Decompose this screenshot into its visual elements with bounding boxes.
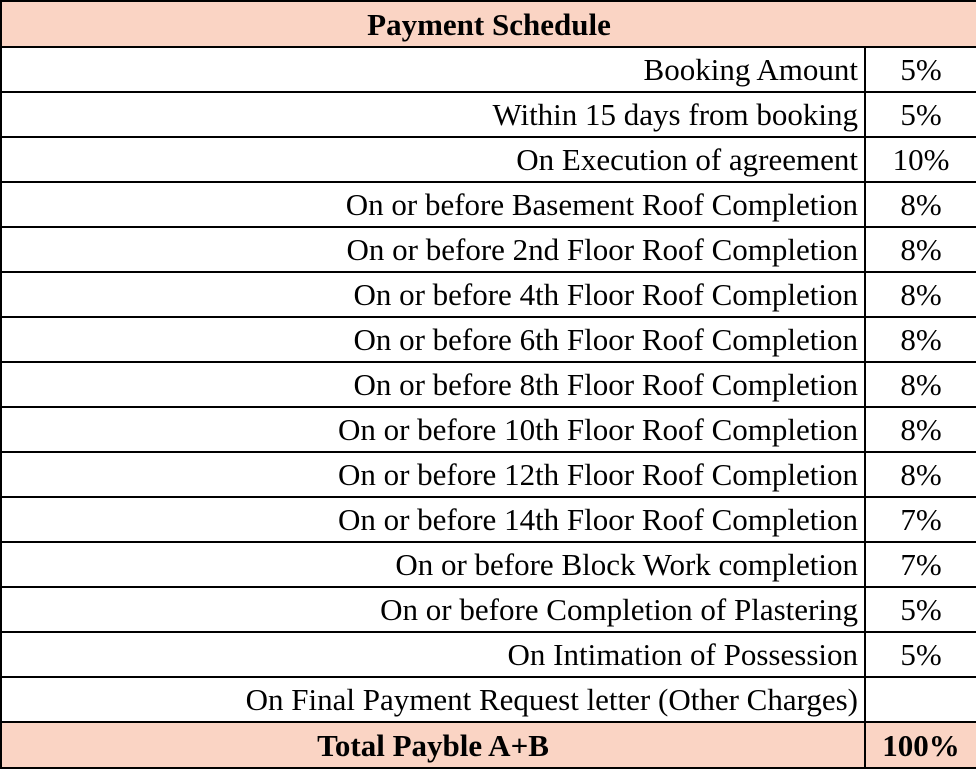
table-row [1,362,976,407]
table-row [1,632,976,677]
milestone-percentage: 5% [865,92,976,137]
table-row [1,452,976,497]
milestone-percentage: 8% [865,182,976,227]
table-row [1,182,976,227]
milestone-label: Booking Amount [1,47,865,92]
milestone-label: On or before 2nd Floor Roof Completion [1,227,865,272]
milestone-label: On Execution of agreement [1,137,865,182]
milestone-percentage [865,677,976,722]
milestone-label: On or before 10th Floor Roof Completion [1,407,865,452]
table-row [1,227,976,272]
milestone-label: On or before 12th Floor Roof Completion [1,452,865,497]
milestone-percentage: 7% [865,497,976,542]
table-row [1,137,976,182]
milestone-label: On or before 6th Floor Roof Completion [1,317,865,362]
table-row [1,542,976,587]
milestone-label: On or before Basement Roof Completion [1,182,865,227]
milestone-percentage: 8% [865,452,976,497]
milestone-label: On or before 14th Floor Roof Completion [1,497,865,542]
table-row [1,47,976,92]
table-row [1,497,976,542]
milestone-label: On or before Completion of Plastering [1,587,865,632]
milestone-percentage: 8% [865,272,976,317]
table-row [1,677,976,722]
milestone-percentage: 5% [865,587,976,632]
table-row [1,272,976,317]
total-percentage: 100% [865,722,976,768]
milestone-label: On or before Block Work completion [1,542,865,587]
table-row [1,92,976,137]
milestone-label: Within 15 days from booking [1,92,865,137]
milestone-label: On Intimation of Possession [1,632,865,677]
milestone-percentage: 8% [865,317,976,362]
table-title: Payment Schedule [1,1,976,47]
milestone-percentage: 5% [865,47,976,92]
milestone-percentage: 8% [865,407,976,452]
table-row [1,407,976,452]
table-row [1,587,976,632]
milestone-percentage: 8% [865,227,976,272]
milestone-percentage: 5% [865,632,976,677]
milestone-percentage: 7% [865,542,976,587]
milestone-label: On or before 8th Floor Roof Completion [1,362,865,407]
table-row [1,317,976,362]
milestone-label: On Final Payment Request letter (Other Charges) [1,677,865,722]
milestone-percentage: 10% [865,137,976,182]
milestone-label: On or before 4th Floor Roof Completion [1,272,865,317]
total-label: Total Payble A+B [1,722,865,768]
total-row [1,722,976,768]
table-header-row [1,1,976,47]
milestone-percentage: 8% [865,362,976,407]
